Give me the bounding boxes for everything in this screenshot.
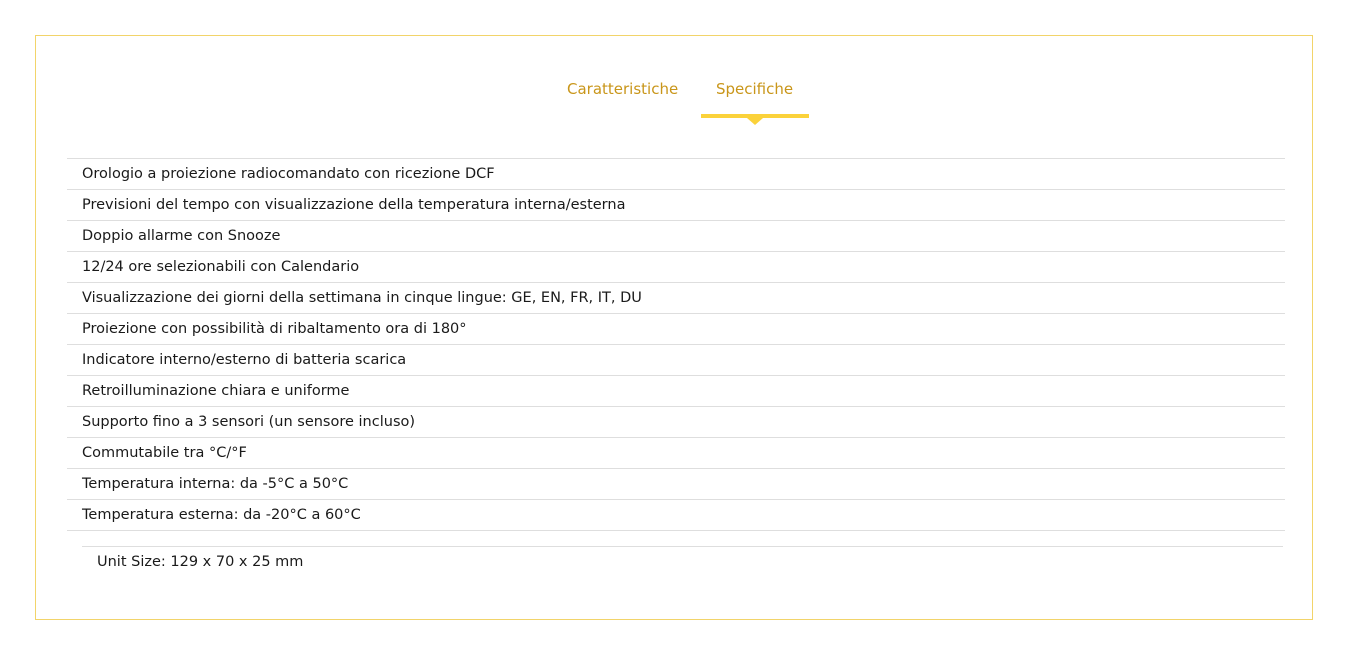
spec-item: Visualizzazione dei giorni della settimana in cinque lingue: GE, EN, FR, IT, DU [67, 283, 1285, 314]
spec-item: 12/24 ore selezionabili con Calendario [67, 252, 1285, 283]
tab-specifiche[interactable]: Specifiche [716, 80, 794, 98]
spec-item: Doppio allarme con Snooze [67, 221, 1285, 252]
spec-item: Previsioni del tempo con visualizzazione della temperatura interna/esterna [67, 190, 1285, 221]
spec-item: Supporto fino a 3 sensori (un sensore incluso) [67, 407, 1285, 438]
tab-bar [36, 80, 1312, 120]
spec-item: Temperatura interna: da -5°C a 50°C [67, 469, 1285, 500]
unit-size-text: Unit Size: 129 x 70 x 25 mm [82, 546, 1283, 571]
spec-item: Proiezione con possibilità di ribaltamento ora di 180° [67, 314, 1285, 345]
spec-item: Indicatore interno/esterno di batteria scarica [67, 345, 1285, 376]
spec-item: Retroilluminazione chiara e uniforme [67, 376, 1285, 407]
tab-caratteristiche[interactable]: Caratteristiche [567, 80, 679, 98]
spec-item: Temperatura esterna: da -20°C a 60°C [67, 500, 1285, 531]
spec-item: Orologio a proiezione radiocomandato con ricezione DCF [67, 159, 1285, 190]
spec-list [67, 158, 1285, 531]
spec-item: Commutabile tra °C/°F [67, 438, 1285, 469]
product-details-panel [35, 35, 1313, 620]
active-tab-caret-icon [747, 118, 763, 125]
